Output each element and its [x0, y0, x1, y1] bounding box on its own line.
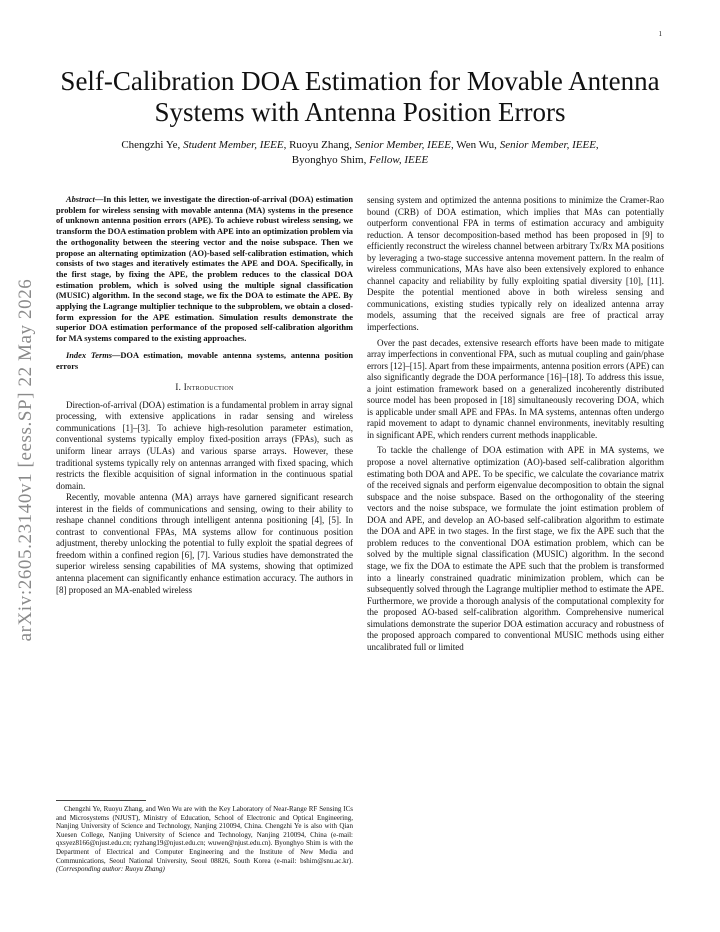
author-line-2: [60, 153, 660, 168]
author-name: , Ruoyu Zhang,: [283, 139, 355, 151]
body-paragraph: Recently, movable antenna (MA) arrays have garnered significant research interest in the fields of communications and sensing, owing to their ability to reshape channel conditions through intelligent antenna positioning [4], [5]. In contrast to conventional FPAs, MA systems allow for continuous position adjustment, thereby unlocking the potential to fully exploit the spatial degrees of freedom within a confined region [6], [7]. Various studies have demonstrated the superior wireless sensing capabilities of MA systems, showing that optimized antenna placement can significantly enhance estimation accuracy. The authors in [8] proposed an MA-enabled wireless: [56, 492, 353, 595]
author-separator: ,: [595, 139, 599, 151]
index-terms-label: Index Terms: [66, 350, 112, 360]
affiliation-footnote: [56, 800, 353, 874]
page-number: 1: [658, 30, 662, 38]
author-membership: Senior Member, IEEE: [499, 139, 596, 151]
section-heading: I. Introduction: [175, 382, 234, 393]
index-terms: [56, 351, 353, 372]
author-membership: Senior Member, IEEE: [354, 139, 451, 151]
body-paragraph: Over the past decades, extensive research efforts have been made to mitigate array imperfections in conventional FPA, such as mutual coupling and gain/phase errors [12]–[15]. Apart from these impairments, antenna position errors (APE) can also significantly degrade the DOA performance [16]–[18]. To address this issue, a joint estimation framework based on a generalized incoherently distributed source model has been proposed in [18] simultaneously recovering DOA, which is applicable under small APE and FPAs. In MA systems, antennas often undergo rapid movement to adapt to dynamic channel environments, inevitably resulting in significant APE, which renders current methods inapplicable.: [367, 337, 664, 440]
paper-title: Self-Calibration DOA Estimation for Movable Antenna Systems with Antenna Position Errors: [60, 66, 660, 127]
author-list: [60, 138, 660, 168]
footnote-rule: [56, 800, 146, 801]
left-column: [56, 195, 353, 596]
footnote-text: Chengzhi Ye, Ruoyu Zhang, and Wen Wu are with the Key Laboratory of Near-Range RF Sensing ICs and Microsystems (NJUST), Ministry of Education, School of Electronic and Optical Engineering, Nanjing University of Science and Technology, Nanjing 210094, China. Chengzhi Ye is also with Qian Xuesen College, Nanjing University of Science and Technology, Nanjing 210094, China (e-mail: qxsyez8166@njust.edu.cn; ryzhang19@njust.edu.cn; wuwen@njust.edu.cn). Byonghyo Shim is with the Department of Electrical and Computer Engineering and the Institute of New Media and Communications, Seoul National University, Seoul 08826, South Korea (e-mail: bshim@snu.ac.kr).: [56, 805, 353, 865]
author-name: , Wen Wu,: [451, 139, 500, 151]
abstract-text: —In this letter, we investigate the direction-of-arrival (DOA) estimation problem for wireless sensing with movable antenna (MA) systems in the presence of unknown antenna position errors (APE). To achieve robust wireless sensing, we transform the DOA estimation problem with APE into an optimization problem via the orthogonality between the steering vector and the noise subspace. Then we propose an alternating optimization (AO)-based self-calibration estimation, which consists of two stages and iteratively estimates the APE and DOA. Specifically, in the first stage, by fixing the APE, the problem reduces to the classical DOA estimation problem, which is solved using the multiple signal classification (MUSIC) algorithm. In the second stage, we fix the DOA to estimate the APE. By applying the Lagrange multiplier technique to the subproblem, we obtain a closed-form expression for the APE estimation. Simulation results demonstrate the superior DOA estimation performance of the proposed self-calibration algorithm for MA systems compared to the existing approaches.: [56, 195, 353, 344]
author-membership: Fellow, IEEE: [369, 154, 429, 166]
right-column: [367, 195, 664, 653]
body-paragraph: sensing system and optimized the antenna positions to minimize the Cramer-Rao bound (CRB) of DOA estimation, which implies that MAs can potentially outperform conventional FPA in terms of estimation accuracy and ambiguity reduction. A tensor decomposition-based method has been proposed in [9] to efficiently reconstruct the wireless channel between arbitrary Tx/Rx MA positions by leveraging a two-stage successive antenna movement pattern. In the realm of wireless communications, MAs have also been extensively explored to enhance channel capacity and reliability by fully exploiting spatial diversity [10], [11]. Despite the potential mentioned above in both wireless sensing and communications, existing studies typically rely on idealized antenna array models, assuming that the received signals are free of practical array imperfections.: [367, 195, 664, 333]
author-name: Byonghyo Shim,: [291, 154, 370, 166]
body-paragraph: To tackle the challenge of DOA estimation with APE in MA systems, we propose a novel alternative optimization (AO)-based self-calibration algorithm estimating both DOA and APE. To be specific, we calculate the covariance matrix of the received signals and perform eigenvalue decomposition to obtain the signal subspace and the noise subspace. Based on the orthogonality of the steering vectors and the noise subspace, we formulate the joint estimation problem of DOA and APE, and develop an AO-based self-calibration algorithm to estimate the DOA and APE in two stages. In the first stage, we fix the APE such that the problem reduces to the conventional DOA estimation problem, which can be solved by the multiple signal classification (MUSIC) algorithm. In the second stage, we fix the DOA to estimate the APE such that the problem is transformed into a linearly constrained quadratic minimization problem, which can be subsequently solved through the Lagrange multiplier method to estimate the APE. Furthermore, we provide a thorough analysis of the computational complexity for the proposed AO-based self-calibration algorithm. Comprehensive numerical simulations demonstrate the superior DOA estimation accuracy and robustness of the proposed approach compared to conventional MUSIC methods using either uncalibrated full or limited: [367, 445, 664, 652]
arxiv-identifier: arXiv:2605.23140v1 [eess.SP] 22 May 2026: [15, 278, 36, 642]
abstract-label: Abstract: [66, 195, 95, 204]
author-name: Chengzhi Ye,: [121, 139, 184, 151]
author-membership: Student Member, IEEE: [183, 139, 284, 151]
index-terms-text: —DOA estimation, movable antenna systems, antenna position errors: [56, 350, 354, 371]
corresponding-author: (Corresponding author: Ruoyu Zhang): [56, 865, 165, 874]
abstract: [56, 195, 353, 345]
author-line-1: [60, 138, 660, 153]
body-paragraph: Direction-of-arrival (DOA) estimation is a fundamental problem in array signal processing, with extensive applications in radar sensing and wireless communications [1]–[3]. To achieve high-resolution parameter estimation, conventional systems typically employ fixed-position arrays (FPAs), such as uniform linear arrays (ULAs) and various sparse arrays. However, these traditional systems typically rely on antennas arranged with fixed spacing, which restricts the flexible acquisition of signal information in the continuous spatial domain.: [56, 399, 353, 491]
